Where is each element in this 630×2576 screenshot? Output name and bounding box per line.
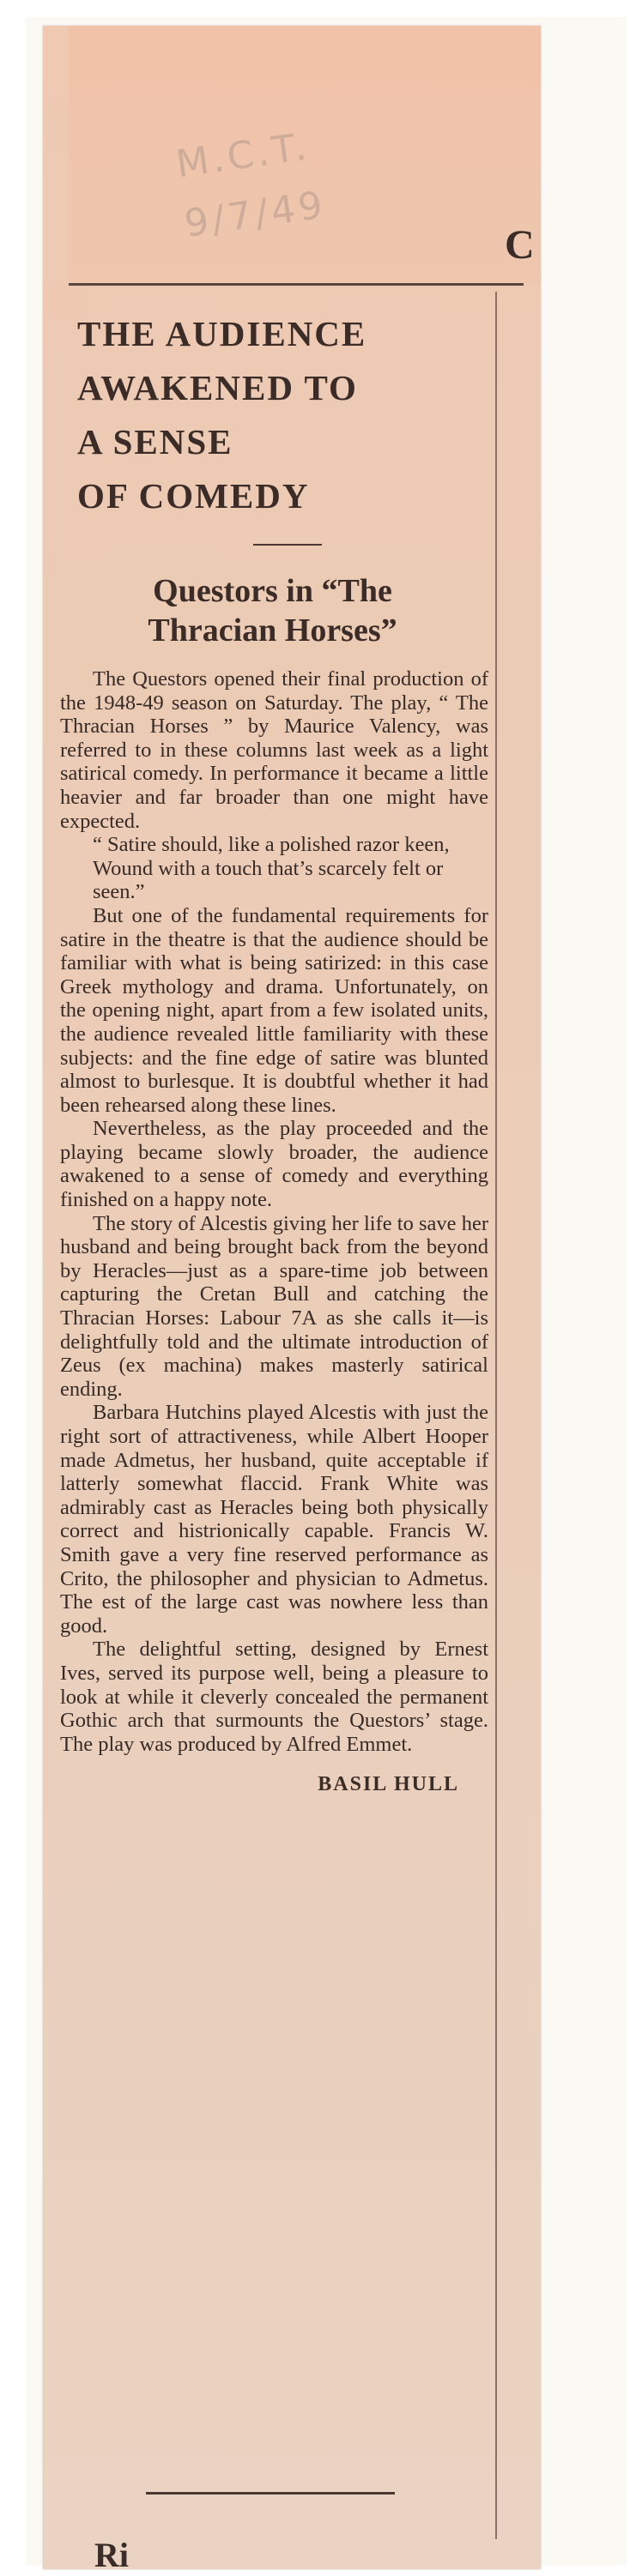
article-body (51, 667, 494, 1756)
paragraph-cast: Barbara Hutchins played Alcestis with just the right sort of attractiveness, while Albert Hooper made Admetus, her husband, quite acceptable if latterly somewhat flaccid. Frank White was admirably cast as Heracles being both physically correct and histrionically capable. Francis W. Smith gave a very fine reserved performance as Crito, the philosopher and physician to Admetus. The est of the large cast was nowhere less than good. (60, 1401, 488, 1638)
subheadline-line: Thracian Horses” (148, 612, 397, 649)
headline-line: OF COMEDY (77, 476, 310, 516)
headline-line: A SENSE (77, 422, 233, 462)
headline-line: AWAKENED TO (77, 368, 358, 407)
next-article-fragment: Ri (94, 2536, 129, 2573)
top-column-rule (69, 283, 524, 286)
headline-divider (253, 544, 322, 546)
handwritten-date-note: M.C.T. 9/7/49 (173, 124, 329, 246)
paragraph-setting: The delightful setting, designed by Ernest Ives, served its purpose well, being a pleasure to look at while it cleverly concealed the permanent Gothic arch that surmounts the Questors’ stage. The play was produced by Alfred Emmet. (60, 1638, 488, 1756)
article (51, 292, 494, 1796)
bottom-double-rule (146, 2492, 395, 2495)
paragraph-story: The story of Alcestis giving her life to save her husband and being brought back from the beyond by Heracles—just as a spare-time job between capturing the Cretan Bull and catching the Thracian Horses: Labour 7A as she calls it—is delightfully told and the ultimate introduction of Zeus (ex machina) makes masterly satirical ending. (60, 1211, 488, 1401)
quote-line-1: “ Satire should, like a polished razor keen, (93, 833, 450, 857)
paragraph-nevertheless: Nevertheless, as the play proceeded and the playing became slowly broader, the audience awakened to a sense of comedy and everything finished on a happy note. (60, 1117, 488, 1212)
headline-line: THE AUDIENCE (77, 314, 367, 353)
subheadline-line: Questors in “The (153, 573, 392, 609)
subheadline (51, 571, 494, 650)
paragraph-satire: But one of the fundamental requirements for satire in the theatre is that the audience should be familiar with what is being satirized: in this case Greek mythology and drama. Unfortunately, on the opening night, apart from a few isolated units, the audience revealed little familiarity with these subjects: and the fine edge of satire was blunted almost to burlesque. It is doubtful whether it had been rehearsed along these lines. (60, 903, 488, 1117)
headline (77, 307, 494, 523)
quote-line-2: Wound with a touch that’s scarcely felt or seen.” (93, 856, 444, 904)
vertical-column-rule (495, 292, 497, 2539)
paragraph-intro: The Questors opened their final production of the 1948-49 season on Saturday. The play, “ The Thracian Horses ” by Maurice Valency, was referred to in these columns last week as a light satirical comedy. In performance it became a little heavier and far broader than one might have expected. (60, 667, 488, 833)
adjacent-column-letter: C (505, 222, 535, 268)
byline: BASIL HULL (318, 1773, 459, 1796)
